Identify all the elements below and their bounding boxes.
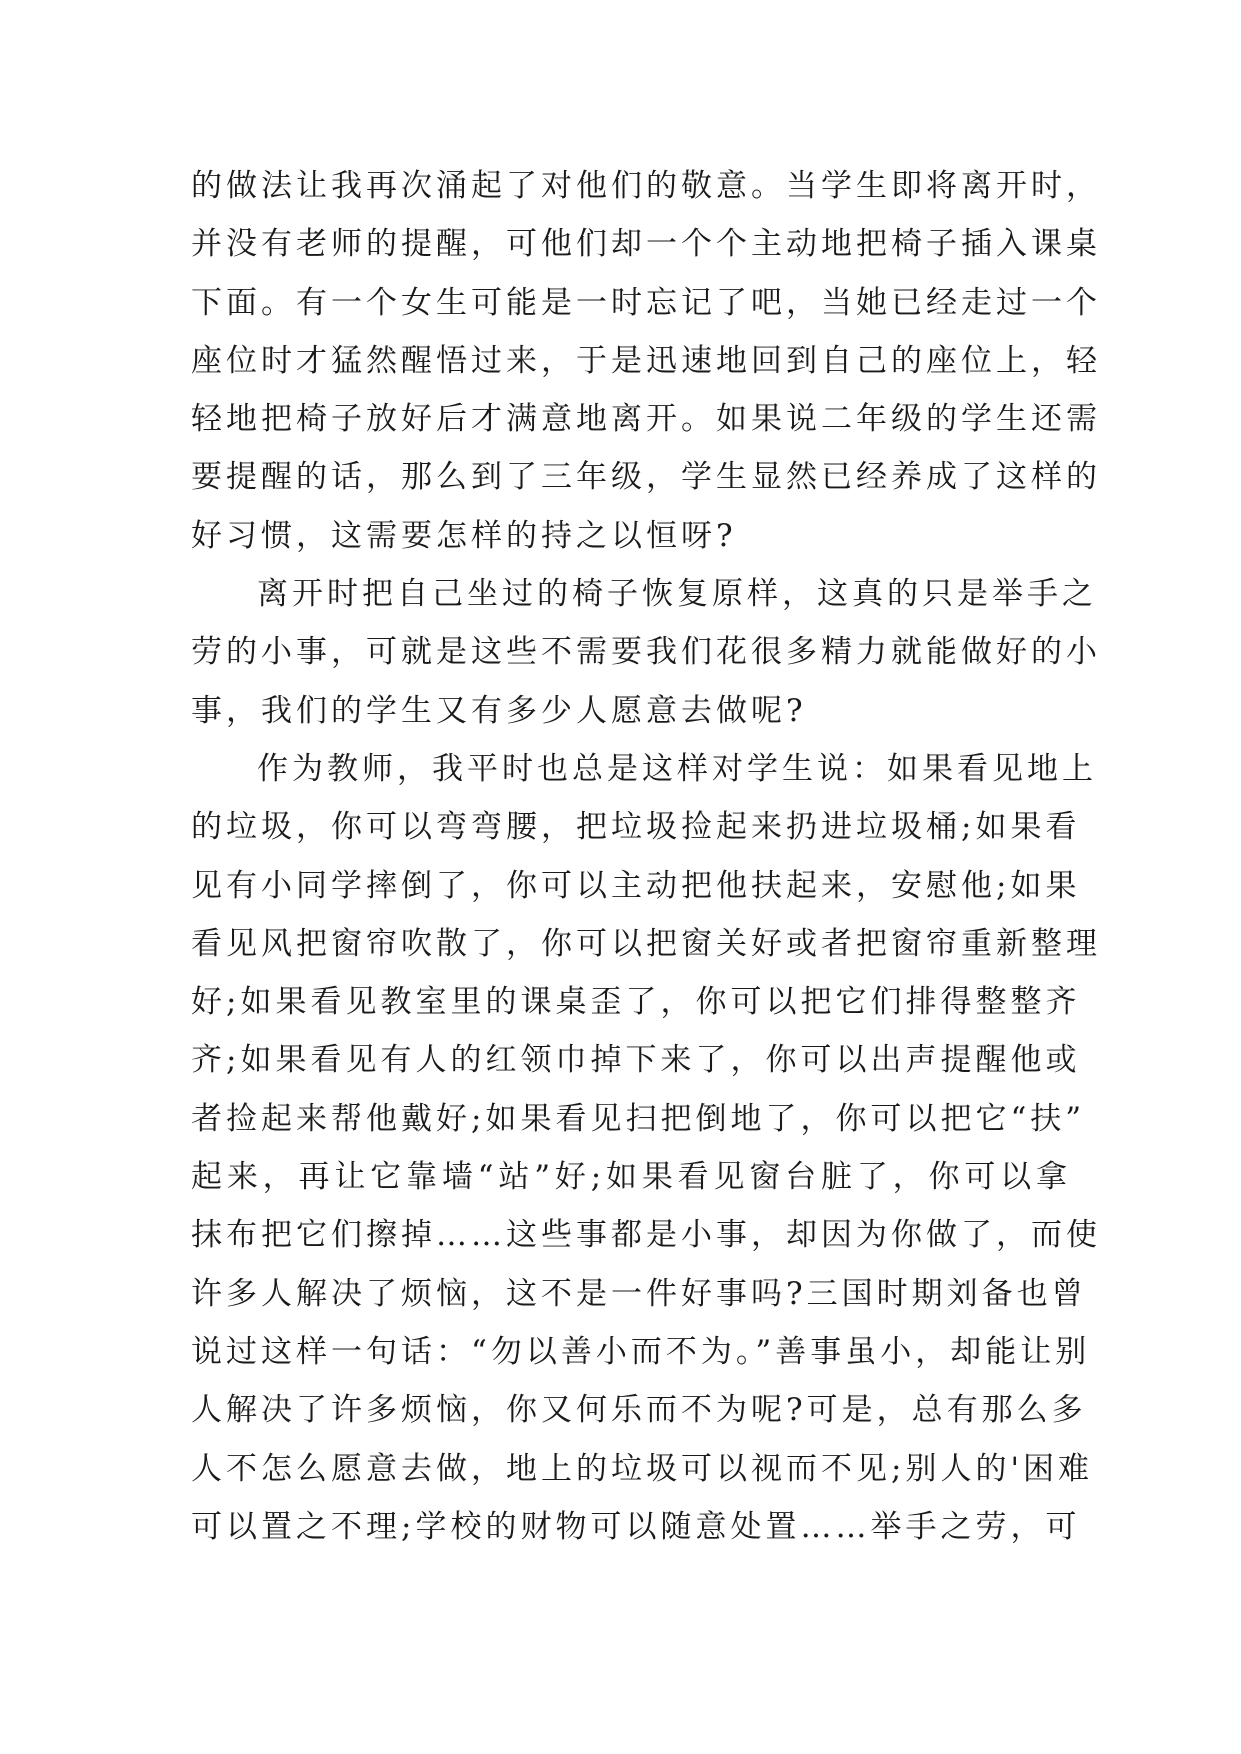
- text-line: 抹布把它们擦掉……这些事都是小事，却因为你做了，而使: [191, 1217, 1101, 1254]
- text-line: 好;如果看见教室里的课桌歪了，你可以把它们排得整整齐: [191, 984, 1081, 1021]
- text-line: 许多人解决了烦恼，这不是一件好事吗?三国时期刘备也曾: [191, 1275, 1087, 1312]
- text-line: 人解决了许多烦恼，你又何乐而不为呢?可是，总有那么多: [191, 1392, 1087, 1429]
- text-line: 见有小同学摔倒了，你可以主动把他扶起来，安慰他;如果: [191, 867, 1081, 904]
- body-text: [191, 157, 1101, 1556]
- text-line: 起来，再让它靠墙“站”好;如果看见窗台脏了，你可以拿: [191, 1159, 1071, 1196]
- text-line: 齐;如果看见有人的红领巾掉下来了，你可以出声提醒他或: [191, 1042, 1081, 1079]
- text-line: 座位时才猛然醒悟过来，于是迅速地回到自己的座位上，轻: [191, 342, 1101, 379]
- text-line: 看见风把窗帘吹散了，你可以把窗关好或者把窗帘重新整理: [191, 925, 1101, 962]
- text-line: 者捡起来帮他戴好;如果看见扫把倒地了，你可以把它“扶”: [191, 1100, 1086, 1137]
- text-line: 并没有老师的提醒，可他们却一个个主动地把椅子插入课桌: [191, 226, 1101, 263]
- text-line: 的做法让我再次涌起了对他们的敬意。当学生即将离开时，: [191, 168, 1101, 204]
- text-line: 好习惯，这需要怎样的持之以恒呀?: [191, 517, 737, 554]
- text-line: 离开时把自己坐过的椅子恢复原样，这真的只是举手之: [257, 576, 1097, 613]
- text-line: 作为教师，我平时也总是这样对学生说：如果看见地上: [257, 750, 1097, 787]
- text-line: 人不怎么愿意去做，地上的垃圾可以视而不见;别人的'困难: [191, 1450, 1093, 1487]
- text-line: 说过这样一句话：“勿以善小而不为。”善事虽小，却能让别: [191, 1333, 1091, 1370]
- text-line: 下面。有一个女生可能是一时忘记了吧，当她已经走过一个: [191, 284, 1101, 321]
- text-line: 可以置之不理;学校的财物可以随意处置……举手之劳，可: [191, 1508, 1081, 1545]
- text-line: 劳的小事，可就是这些不需要我们花很多精力就能做好的小: [191, 634, 1101, 671]
- text-line: 事，我们的学生又有多少人愿意去做呢?: [191, 692, 807, 729]
- text-line: 要提醒的话，那么到了三年级，学生显然已经养成了这样的: [191, 459, 1101, 496]
- text-line: 轻地把椅子放好后才满意地离开。如果说二年级的学生还需: [191, 401, 1101, 438]
- text-line: 的垃圾，你可以弯弯腰，把垃圾捡起来扔进垃圾桶;如果看: [191, 809, 1081, 846]
